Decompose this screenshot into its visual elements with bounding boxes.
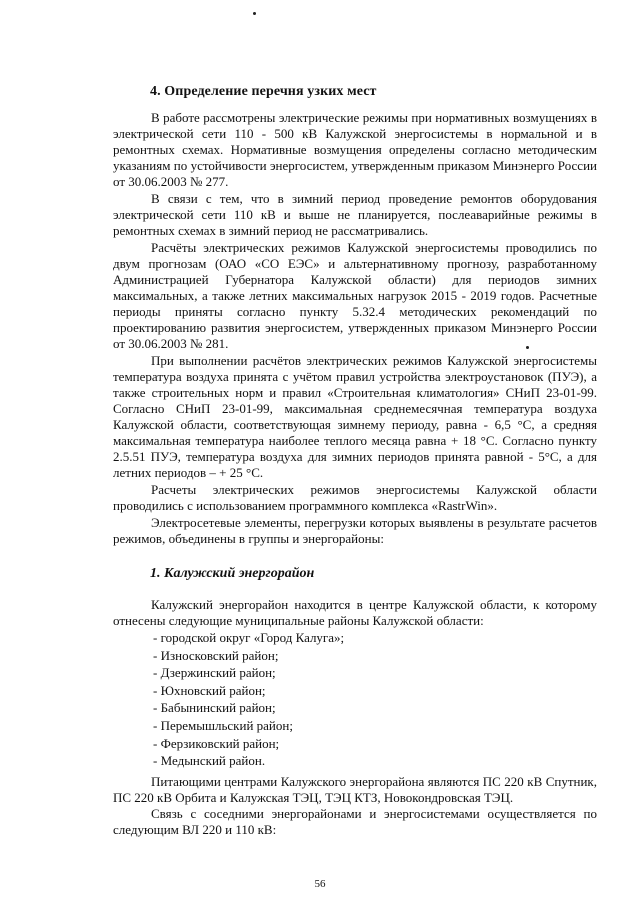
section-heading: 4. Определение перечня узких мест xyxy=(150,84,377,99)
list-item: - городской округ «Город Калуга»; xyxy=(153,629,597,647)
scan-speck xyxy=(253,12,256,15)
paragraph: Расчеты электрических режимов энергосистемы Калужской области проводились с использованием программного комплекса «RastrWin». xyxy=(113,482,597,513)
paragraph: Электросетевые элементы, перегрузки которых выявлены в результате расчетов режимов, объединены в группы и энергорайоны: xyxy=(113,515,597,546)
subsection-text xyxy=(113,597,597,838)
list-item: - Перемышльский район; xyxy=(153,717,597,735)
list-item: - Юхновский район; xyxy=(153,682,597,700)
list-item: - Медынский район. xyxy=(153,752,597,770)
list-item: - Износковский район; xyxy=(153,647,597,665)
district-list xyxy=(113,629,597,770)
paragraph: Связь с соседними энергорайонами и энергосистемами осуществляется по следующим ВЛ 220 и 110 кВ: xyxy=(113,805,597,837)
paragraph: Расчёты электрических режимов Калужской энергосистемы проводились по двум прогнозам (ОАО «СО ЕЭС» и альтернативному прогнозу, разработанному Администрацией Губернатора Калужской области) для периодов зимних максимальных, а также летних максимальных нагрузок 2015 - 2019 годов. Расчетные периоды приняты согласно пункту 5.32.4 методических рекомендаций по проектированию развития энергосистем, утвержденных приказом Минэнерго России от 30.06.2003 № 281. xyxy=(113,240,597,351)
intro-text xyxy=(113,110,597,548)
paragraph: В работе рассмотрены электрические режимы при нормативных возмущениях в электрической сети 110 - 500 кВ Калужской энергосистемы в нормальной и в ремонтных схемах. Нормативные возмущения определены согласно методическим указаниям по устойчивости энергосистем, утвержденным приказом Минэнерго России от 30.06.2003 № 277. xyxy=(113,110,597,189)
page-number: 56 xyxy=(314,878,326,890)
paragraph: Питающими центрами Калужского энергорайона являются ПС 220 кВ Спутник, ПС 220 кВ Орбита и Калужская ТЭЦ, ТЭЦ КТЗ, Новокондровская ТЭЦ. xyxy=(113,773,597,805)
subsection-title: 1. Калужский энергорайон xyxy=(150,566,315,581)
paragraph: При выполнении расчётов электрических режимов Калужской энергосистемы температура воздуха принята с учётом правил устройства электроустановок (ПУЭ), а также строительных норм и правил «Строительная климатология» СНиП 23-01-99. Согласно СНиП 23-01-99, максимальная среднемесячная температура воздуха Калужской области, соответствующая зимнему периоду, равна - 6,5 °С, а средняя максимальная температура наиболее теплого месяца равна + 18 °С. Согласно пункту 2.5.51 ПУЭ, температура воздуха для зимних периодов принята равной - 5°С, а для летних периодов – + 25 °С. xyxy=(113,353,597,480)
list-item: - Бабынинский район; xyxy=(153,699,597,717)
paragraph: Калужский энергорайон находится в центре Калужской области, к которому отнесены следующие муниципальные районы Калужской области: xyxy=(113,597,597,628)
list-item: - Дзержинский район; xyxy=(153,664,597,682)
paragraph: В связи с тем, что в зимний период проведение ремонтов оборудования электрической сети 110 кВ и выше не планируется, послеаварийные режимы в ремонтных схемах в зимний период не рассматривались. xyxy=(113,191,597,238)
list-item: - Ферзиковский район; xyxy=(153,735,597,753)
